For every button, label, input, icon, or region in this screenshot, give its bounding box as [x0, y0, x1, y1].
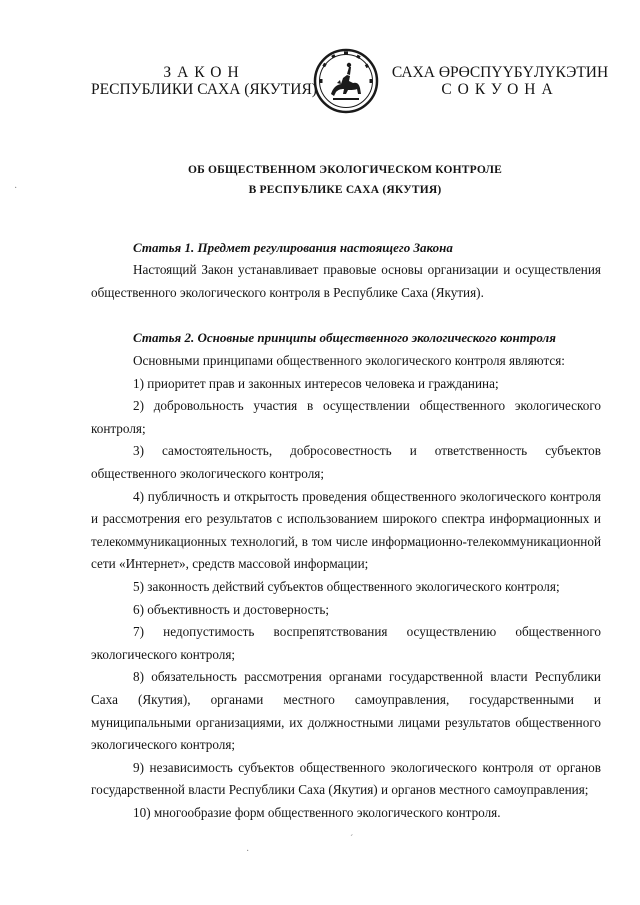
principle-item-2: 2) добровольность участия в осуществлении общественного экологического контроля; [91, 398, 601, 436]
article-2-heading: Статья 2. Основные принципы общественного экологического контроля [133, 330, 556, 345]
header-left-line1: ЗАКОН [163, 64, 245, 81]
article-1-paragraph: Настоящий Закон устанавливает правовые основы организации и осуществления общественного экологического контроля в Республике Саха (Якутия). [91, 262, 601, 300]
header-left [88, 64, 320, 98]
coat-of-arms-icon [313, 48, 379, 114]
principle-item-6: 6) объективность и достоверность; [133, 601, 330, 617]
article-2-intro: Основными принципами общественного экологического контроля являются: [133, 353, 565, 368]
principle-item-1: 1) приоритет прав и законных интересов человека и гражданина; [133, 375, 499, 391]
document-title-line1: ОБ ОБЩЕСТВЕННОМ ЭКОЛОГИЧЕСКОМ КОНТРОЛЕ [187, 164, 503, 176]
principle-item-10: 10) многообразие форм общественного экологического контроля. [133, 804, 501, 820]
principle-item-7: 7) недопустимость воспрепятствования осуществлению общественного экологического контроля; [91, 624, 601, 662]
principle-item-9: 9) независимость субъектов общественного экологического контроля от органов государственной власти Республики Саха (Якутия) и органов местного самоуправления; [91, 759, 601, 798]
article-1-title [91, 237, 601, 260]
article-2-body [91, 350, 601, 824]
scan-speck: · [246, 846, 250, 857]
principle-item-4: 4) публичность и открытость проведения общественного экологического контроля и рассмотрения его результатов с использованием широкого спектра информационных и телекоммуникационных технологий, в том числе информационно-телекоммуникационной сети «Интернет», средств массовой информации; [91, 488, 601, 572]
principle-item-3: 3) самостоятельность, добросовестность и ответственность субъектов общественного экологического контроля; [91, 443, 601, 481]
header-right [382, 64, 618, 98]
principle-item-8: 8) обязательность рассмотрения органами государственной власти Республики Саха (Якутия), органами местного самоуправления, государственными и муниципальными организациями, их должностными лицами результатов общественного экологического контроля; [91, 669, 601, 753]
scan-speck: · [14, 183, 18, 194]
article-2-title [91, 327, 601, 350]
article-1-body [91, 259, 601, 304]
document-title-line2: В РЕСПУБЛИКЕ САХА (ЯКУТИЯ) [248, 184, 442, 196]
scan-speck: ˊ [350, 834, 354, 845]
article-1-heading: Статья 1. Предмет регулирования настоящего Закона [133, 240, 453, 255]
header-left-line2: РЕСПУБЛИКИ САХА (ЯКУТИЯ) [91, 81, 317, 98]
header-right-line1: САХА ӨРӨСПҮҮБҮЛҮКЭТИН [391, 64, 609, 81]
header-right-line2: СОКУОНА [441, 81, 559, 98]
principle-item-5: 5) законность действий субъектов общественного экологического контроля; [133, 578, 560, 594]
